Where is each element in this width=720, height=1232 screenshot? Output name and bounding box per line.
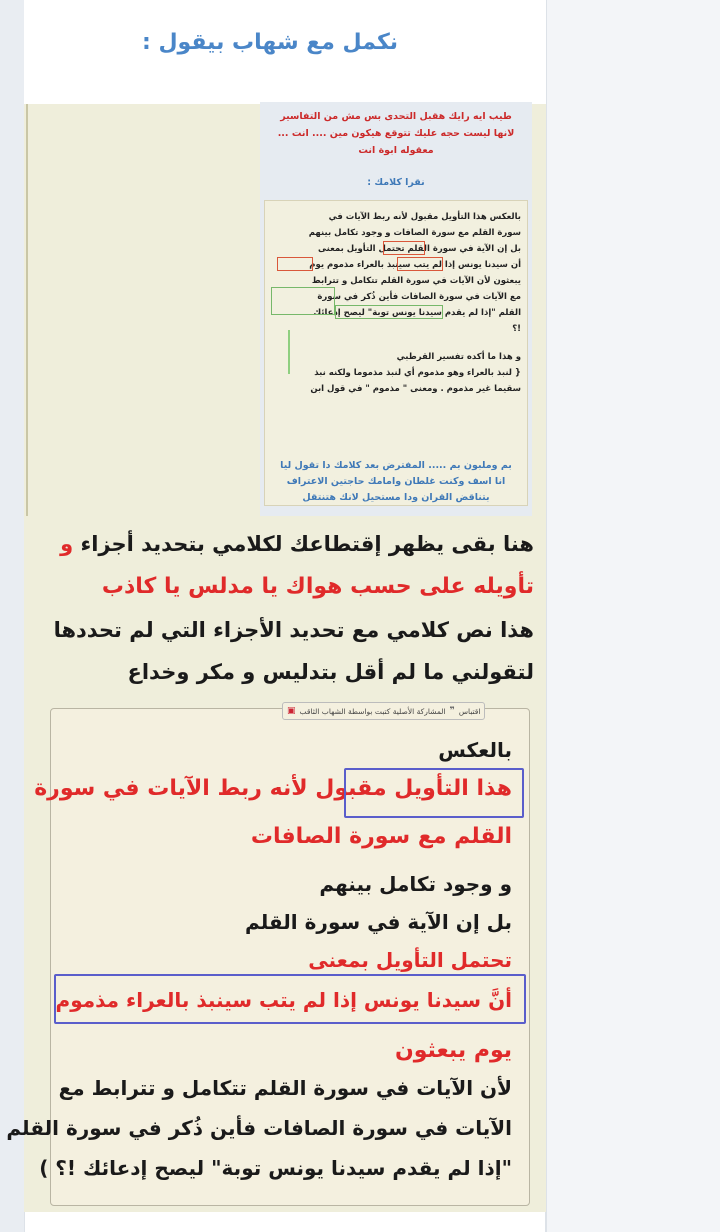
quote-mark-icon: ❞ (449, 706, 455, 716)
quote-line: تحتمل التأويل بمعنى (308, 948, 512, 972)
embedded-blue-line: انا اسف وكنت غلطان وامامك حاجتين الاعتراف (286, 476, 506, 487)
embedded-arrow (288, 330, 290, 374)
highlight-box (54, 974, 526, 1024)
quote-line: "إذا لم يقدم سيدنا يونس توبة" ليصح إدعائك !؟ ) (39, 1156, 512, 1180)
quote-line: يوم يبعثون (394, 1038, 512, 1063)
embedded-red-highlight (383, 241, 425, 255)
quote-line: هذا التأويل مقبول لأنه ربط الآيات في سورة (34, 776, 512, 801)
embedded-quote-line: بل إن الآية في سورة القلم تحتمل التأويل بمعنى (318, 244, 521, 254)
post-paragraph-line: لتقولني ما لم أقل بتدليس و مكر وخداع (127, 660, 534, 684)
quote-line: أنَّ سيدنا يونس إذا لم يتب سينبذ بالعراء مذموم (55, 988, 512, 1012)
embedded-blue-line: بم وملبون بم ..... المفترض بعد كلامك دا تقول ليا (280, 460, 512, 471)
paragraph-red-text: تأويله على حسب هواك يا مدلس يا كاذب (101, 574, 534, 599)
embedded-red-line: لانها ليست حجه عليك تتوقع هيكون مين .... انت ... (277, 128, 515, 139)
quote-label: اقتباس (458, 706, 481, 716)
embedded-quote-line: أن سيدنا يونس إذا لم يتب سينبذ بالعراء مذموم يوم (309, 260, 521, 270)
embedded-red-text (260, 102, 532, 191)
embedded-quote-line: بالعكس هذا التأويل مقبول لأنه ربط الآيات في (328, 212, 521, 222)
post-header (24, 0, 546, 104)
highlight-box (344, 768, 524, 818)
post-paragraph-line (60, 532, 534, 556)
quote-attribution[interactable] (282, 702, 485, 720)
quote-line: بل إن الآية في سورة القلم (245, 910, 512, 934)
quote-line: بالعكس (438, 738, 512, 762)
embedded-quote-line: سقيما غير مذموم . ومعنى " مذموم " في قول ابن (310, 384, 521, 394)
embedded-red-line: معقوله ابوة انت (358, 145, 434, 156)
embedded-quote-line: !؟ (512, 324, 521, 334)
embedded-quote-line: القلم "إذا لم يقدم سيدنا يونس توبة" ليصح إدعائك (313, 308, 521, 318)
embedded-blue-line: بتناقض القران ودا مستحيل لانك هتنتقل (302, 492, 490, 503)
post-paragraph-line (102, 574, 534, 599)
embedded-quote-line: يبعثون لأن الآيات في سورة القلم تتكامل و تترابط (311, 276, 521, 286)
embedded-quote-line: { لنبذ بالعراء وهو مذموم أي لنبذ مذموما ولكنه نبذ (314, 368, 521, 378)
embedded-screenshot[interactable] (260, 102, 532, 516)
embedded-red-highlight (397, 257, 443, 271)
embedded-quote-line: و هذا ما أكده تفسير القرطبي (396, 352, 521, 362)
quote-line: و وجود تكامل بينهم (319, 872, 512, 896)
left-gutter (0, 0, 24, 1232)
post-body-border (26, 104, 28, 516)
right-gutter (546, 0, 720, 1232)
quote-line: لأن الآيات في سورة القلم تتكامل و تترابط مع (58, 1076, 512, 1100)
embedded-quote-line: مع الآيات في سورة الصافات فأين ذُكر في سورة (317, 292, 521, 302)
paragraph-red-text: و (60, 532, 74, 556)
go-to-post-icon[interactable]: ▣ (287, 706, 296, 716)
embedded-blue-heading: نقرا كلامك : (367, 177, 425, 188)
embedded-red-highlight (277, 257, 313, 271)
embedded-green-highlight (271, 287, 335, 315)
embedded-red-line: طيب ايه رايك هقبل التحدى بس مش من التفاسير (280, 111, 512, 122)
embedded-green-highlight (335, 305, 443, 319)
post-title: نكمل مع شهاب بيقول : (141, 30, 398, 55)
embedded-blue-text (260, 458, 532, 506)
post-paragraph-line: هذا نص كلامي مع تحديد الأجزاء التي لم تحددها (53, 618, 534, 642)
quote-author-link[interactable]: المشاركة الأصلية كتبت بواسطة الشهاب الثاقب (299, 706, 446, 716)
quote-line: القلم مع سورة الصافات (250, 824, 512, 849)
paragraph-text: هنا بقى يظهر إقتطاعك لكلامي بتحديد أجزاء (80, 532, 534, 556)
embedded-quote-line: سورة القلم مع سورة الصافات و وجود تكامل بينهم (308, 228, 521, 238)
quote-line: الآيات في سورة الصافات فأين ذُكر في سورة القلم (6, 1116, 512, 1140)
